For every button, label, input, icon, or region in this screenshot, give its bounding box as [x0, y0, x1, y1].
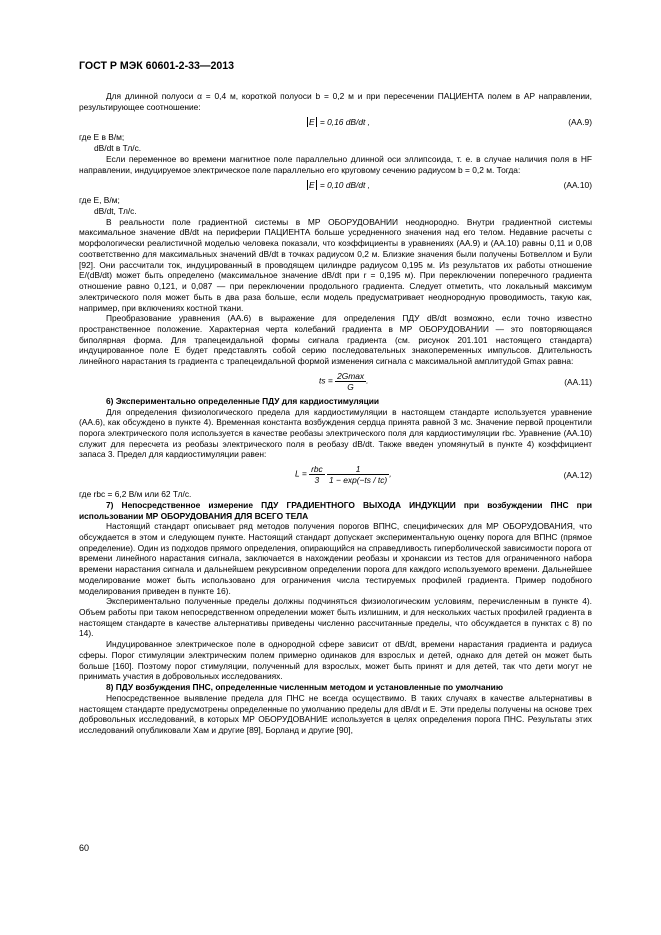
paragraph: Для длинной полуоси α = 0,4 м, короткой полуоси b = 0,2 м и при пересечении ПАЦИЕНТА полем в AP направлении, результирующее соотношение:	[79, 91, 592, 112]
paragraph: Преобразование уравнения (AA.6) в выражение для определения ПДУ dB/dt возможно, если точно известно пространственное положение. Характерная черта колебаний градиента в МР ОБОРУДОВАНИИ — это повторяющаяся биполярная форма. Для трапецеидальной формы сигнала градиента (см. рисунок 201.101 настоящего стандарта) индуцированное поле E будет представлять собой серию последовательных знакопеременных импульсов. Длительность линейного нарастания ts градиента с трапецеидальной формой изменения сигнала с максимальной амплитудой Gmax равна:	[79, 313, 592, 367]
formula-rhs: = 0,16 dB/dt ,	[319, 117, 370, 128]
where-line: dB/dt, Тл/с.	[94, 206, 137, 217]
equation-number: (AA.11)	[564, 376, 592, 387]
fraction	[309, 464, 325, 485]
where-line: где rbc = 6,2 В/м или 62 Тл/с.	[79, 489, 192, 500]
paragraph: Индуцированное электрическое поле в однородной сфере зависит от dB/dt, времени нарастания градиента и радиуса сферы. Порог стимуляции электрическим полем примерно одинаков для взрослых и детей, однако для детей он может быть больше [160]. Поэтому порог стимуляции, полученный для взрослых, может быть принят и для детей, так что дети могут не принимать участия в добровольных исследованиях.	[79, 639, 592, 682]
denominator: 1 − exp(−ts / tc)	[329, 475, 388, 486]
numerator: rbc	[311, 464, 323, 475]
fraction	[327, 464, 392, 486]
document-body	[79, 91, 592, 736]
numerator: 2Gmax	[337, 370, 365, 381]
where-line: где E, В/м;	[79, 195, 120, 206]
formula-aa11	[79, 370, 592, 396]
section-heading: 7) Непосредственное измерение ПДУ ГРАДИЕНТНОГО ВЫХОДА ИНДУКЦИИ при возбуждении ПНС при использовании МР ОБОРУДОВАНИЯ ДЛЯ ВСЕГО ТЕЛА	[79, 499, 592, 521]
formula-rhs: = 0,10 dB/dt ,	[319, 180, 370, 191]
formula-tail: ,	[389, 468, 392, 479]
document-header: ГОСТ Р МЭК 60601-2-33—2013	[79, 60, 235, 72]
formula-tail: .	[366, 375, 369, 386]
formula-lhs: ts =	[319, 375, 333, 386]
formula-aa12	[79, 463, 592, 489]
paragraph: Если переменное во времени магнитное поле параллельно длинной оси эллипсоида, т. е. в случае наличия поля в HF направлении, индуцируемое электрическое поле параллельно его круговому сечению радиусом b = 0,2 м. Тогда:	[79, 153, 592, 175]
section-heading: 8) ПДУ возбуждения ПНС, определенные численным методом и установленные по умолчанию	[106, 682, 503, 693]
paragraph: Непосредственное выявление предела для ПНС не всегда осуществимо. В таких случаях в качестве альтернативы в настоящем стандарте предусмотрены определенные по умолчанию пределы для dB/dt и E. Эти пределы получены на основе трех добровольных исследований, в которых МР ОБОРУДОВАНИЕ используется в целях определения порога ПНС. Результаты этих исследований опубликовали Хам и другие [89], Борланд и другие [90],	[79, 692, 592, 735]
paragraph: В реальности поле градиентной системы в МР ОБОРУДОВАНИИ неоднородно. Внутри градиентной системы максимальное значение dB/dt на периферии ПАЦИЕНТА больше усредненного значения над его телом. Недавние расчеты с морфологически реалистичной моделью человека показали, что коэффициенты в уравнениях (AA.9) и (AA.10) равны 0,11 и 0,08 соответственно для максимальных значений dB/dt в точках радиусом 0,2 м. Близкие значения были получены Ботвеллом и Були [92]. Они рассчитали ток, индуцированный в проводящем цилиндре радиусом 0,195 м. Из результатов их работы отношение E/(dB/dt) может быть определено (максимальное значение dB/dt при r = 0,195 м). При переключении поперечного градиента отношение равно 0,121, и 0,087 — при переключении продольного градиента. Следует отметить, что локальный максимум электрического поля может быть в два раза больше, если модель предусматривает неоднородную проводимость, такую как, например, при включениях костной ткани.	[79, 216, 592, 313]
formula-lhs: L =	[295, 468, 307, 479]
where-line: dB/dt в Тл/с.	[94, 143, 142, 154]
section-heading: 6) Экспериментально определенные ПДУ для кардиостимуляции	[106, 395, 380, 406]
numerator: 1	[327, 464, 389, 475]
page-number: 60	[79, 843, 90, 853]
denominator: G	[347, 381, 354, 392]
equation-number: (AA.9)	[568, 117, 592, 128]
paragraph: Экспериментально полученные пределы должны подчиняться физиологическим условиям, перечисленным в пункте 4). Объем работы при таком непосредственном определении может быть излишним, и для нескольких частых профилей градиента в настоящем стандарте в качестве альтернативы приведены численно рассчитанные пределы, что обсуждается в пунктах с 8) по 14).	[79, 596, 592, 639]
equation-number: (AA.10)	[563, 180, 592, 191]
formula-aa10	[79, 178, 592, 195]
formula-aa9	[79, 115, 592, 132]
denominator: 3	[314, 475, 320, 486]
formula-lhs: E	[309, 180, 315, 191]
formula-lhs: E	[309, 117, 315, 128]
where-line: где E в В/м;	[79, 132, 125, 143]
paragraph: Настоящий стандарт описывает ряд методов получения порогов ВПНС, специфических для МР ОБОРУДОВАНИЯ, что обсуждается в этом и следующем пункте. Настоящий стандарт допускает экспериментальную оценку порога для ВПНС (прямое определение). Один из подходов прямого определения, опирающийся на справедливость гиперболической зависимости порога от времени линейного нарастания сигнала, заключается в нахождении реобазы и хронаксии из тестов для ограниченного набора времени нарастания сигнала и дальнейшем рекурсивном определении порога для каждого используемого времени. Дальнейшее моделирование может быть использовано для ограничения числа тестируемых профилей градиента. Пример подобного моделирования приведен в пункте 16).	[79, 521, 592, 596]
equation-number: (AA.12)	[563, 470, 592, 481]
fraction	[335, 370, 369, 392]
paragraph: Для определения физиологического предела для кардиостимуляции в настоящем стандарте используется уравнение (AA.6), как обсуждено в пункте 4). Временная константа возбуждения сердца принята равной 3 мс. Значение первой процентили порога электрического поля используется в качестве реобазы электрического поля для кардиостимуляции rbc. Уравнение (AA.10) служит для пересчета из реобазы электрического поля в реобазу dB/dt. Также введен упомянутый в пункте 4) коэффициент запаса 3. Предел для кардиостимуляции равен:	[79, 406, 592, 460]
